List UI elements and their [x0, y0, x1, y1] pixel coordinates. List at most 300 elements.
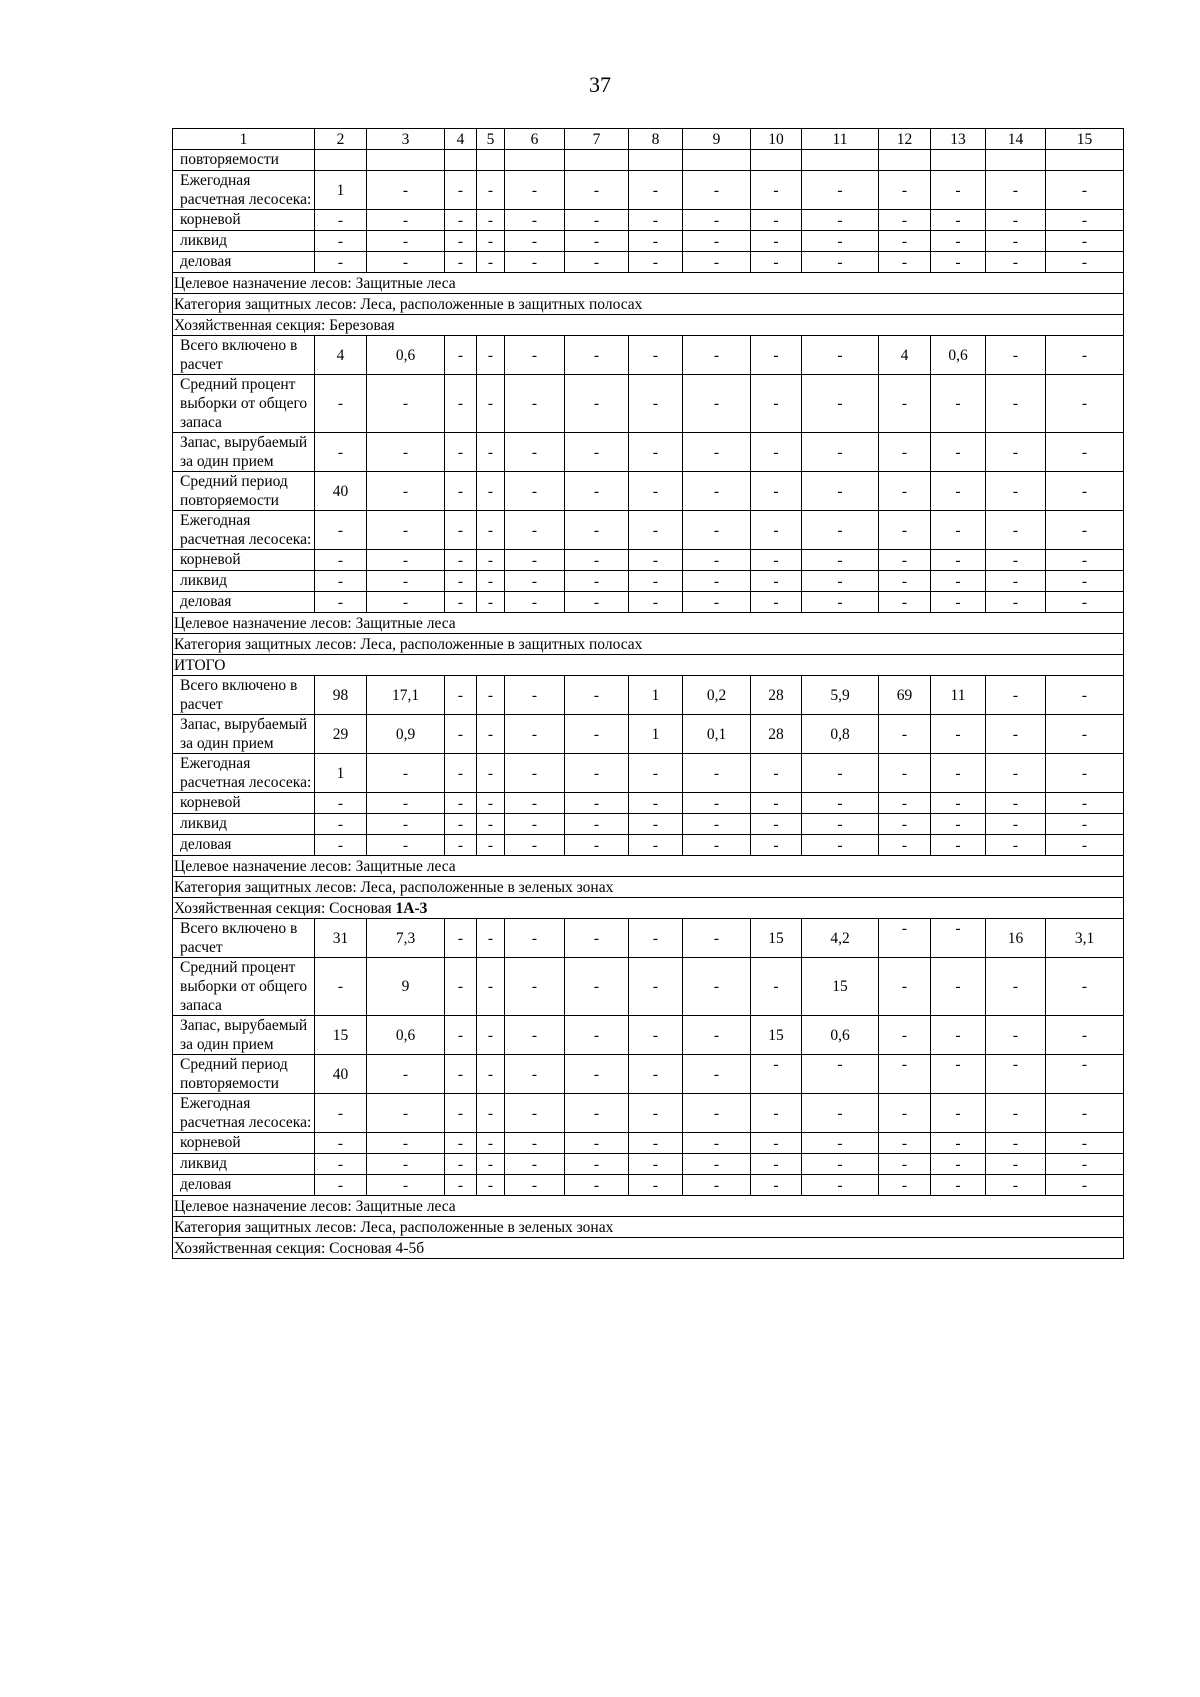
row-label: Всего включено в расчет: [173, 676, 315, 715]
table-cell: -: [315, 793, 367, 814]
table-cell: -: [629, 814, 683, 835]
table-cell: 15: [315, 1016, 367, 1055]
table-cell: -: [986, 336, 1046, 375]
table-cell: -: [931, 754, 986, 793]
table-cell: 40: [315, 1055, 367, 1094]
table-cell: -: [751, 592, 802, 613]
table-cell: -: [751, 171, 802, 210]
table-cell: -: [931, 793, 986, 814]
table-cell: -: [565, 793, 629, 814]
table-cell: -: [565, 1154, 629, 1175]
table-cell: -: [477, 1055, 505, 1094]
table-cell: 1: [629, 715, 683, 754]
table-cell: -: [1046, 252, 1124, 273]
table-cell: -: [367, 1154, 445, 1175]
row-label: ликвид: [173, 1154, 315, 1175]
table-cell: -: [751, 1175, 802, 1196]
table-cell: -: [879, 472, 931, 511]
table-cell: -: [751, 511, 802, 550]
table-cell: -: [683, 835, 751, 856]
section-heading-text: Целевое назначение лесов: Защитные леса: [174, 1197, 456, 1215]
table-cell: -: [505, 919, 565, 958]
table-cell: -: [683, 231, 751, 252]
table-cell: -: [367, 814, 445, 835]
table-cell: -: [367, 835, 445, 856]
table-cell: -: [879, 1133, 931, 1154]
table-cell: -: [445, 793, 477, 814]
section-row: [173, 634, 1124, 655]
table-cell: -: [629, 433, 683, 472]
table-cell: -: [505, 375, 565, 433]
table-cell: [505, 150, 565, 171]
table-cell: -: [367, 550, 445, 571]
section-row: [173, 1238, 1124, 1259]
table-cell: -: [445, 252, 477, 273]
table-cell: -: [986, 511, 1046, 550]
table-cell: -: [505, 1016, 565, 1055]
table-cell: -: [477, 336, 505, 375]
table-cell: 0,2: [683, 676, 751, 715]
table-cell: [1046, 150, 1124, 171]
table-cell: -: [751, 793, 802, 814]
row-label: Средний процент выборки от общего запаса: [173, 375, 315, 433]
table-cell: -: [565, 1175, 629, 1196]
table-cell: -: [445, 210, 477, 231]
row-label: Средний процент выборки от общего запаса: [173, 958, 315, 1016]
table-cell: -: [931, 814, 986, 835]
table-cell: -: [315, 210, 367, 231]
section-heading-text: Хозяйственная секция: Сосновая: [174, 899, 396, 917]
table-cell: -: [931, 231, 986, 252]
table-cell: -: [879, 375, 931, 433]
row-label: Ежегодная расчетная лесосека:: [173, 754, 315, 793]
forest-calculation-table: [172, 128, 1124, 1259]
table-cell: 28: [751, 676, 802, 715]
section-heading: [173, 898, 1124, 919]
table-cell: -: [683, 472, 751, 511]
table-cell: -: [565, 550, 629, 571]
table-cell: -: [1046, 793, 1124, 814]
table-cell: -: [751, 231, 802, 252]
table-cell: -: [802, 754, 879, 793]
table-cell: -: [505, 511, 565, 550]
table-cell: -: [1046, 472, 1124, 511]
table-cell: -: [931, 1055, 986, 1094]
table-cell: -: [629, 835, 683, 856]
row-label: Всего включено в расчет: [173, 919, 315, 958]
table-cell: -: [683, 210, 751, 231]
table-row: [173, 715, 1124, 754]
table-cell: -: [879, 231, 931, 252]
table-cell: 4,2: [802, 919, 879, 958]
column-header: 14: [986, 129, 1046, 150]
table-cell: -: [445, 754, 477, 793]
table-cell: -: [565, 375, 629, 433]
table-cell: -: [565, 571, 629, 592]
table-cell: -: [802, 231, 879, 252]
table-cell: [315, 150, 367, 171]
table-cell: -: [986, 433, 1046, 472]
table-cell: -: [986, 252, 1046, 273]
table-cell: -: [986, 210, 1046, 231]
table-cell: -: [629, 472, 683, 511]
table-cell: -: [683, 754, 751, 793]
section-heading: [173, 634, 1124, 655]
table-cell: -: [751, 1133, 802, 1154]
table-cell: -: [445, 715, 477, 754]
table-cell: -: [931, 511, 986, 550]
table-cell: 0,6: [367, 336, 445, 375]
table-cell: -: [565, 715, 629, 754]
table-cell: -: [986, 1094, 1046, 1133]
table-cell: -: [931, 210, 986, 231]
table-row: [173, 252, 1124, 273]
table-cell: -: [315, 1154, 367, 1175]
table-cell: -: [1046, 1094, 1124, 1133]
table-cell: -: [565, 1133, 629, 1154]
table-cell: -: [565, 252, 629, 273]
table-cell: -: [565, 511, 629, 550]
column-header: 3: [367, 129, 445, 150]
table-cell: -: [802, 433, 879, 472]
table-cell: -: [802, 1175, 879, 1196]
table-cell: 3,1: [1046, 919, 1124, 958]
table-cell: -: [629, 375, 683, 433]
section-heading-text: Категория защитных лесов: Леса, расположенные в зеленых зонах: [174, 1218, 614, 1236]
table-cell: -: [367, 375, 445, 433]
table-cell: -: [445, 919, 477, 958]
table-cell: -: [565, 336, 629, 375]
table-cell: -: [367, 252, 445, 273]
table-cell: -: [505, 252, 565, 273]
table-cell: -: [986, 814, 1046, 835]
table-cell: -: [629, 171, 683, 210]
section-heading-text: Целевое назначение лесов: Защитные леса: [174, 857, 456, 875]
table-cell: -: [683, 571, 751, 592]
table-cell: -: [505, 592, 565, 613]
section-code: 1А-3: [395, 899, 428, 917]
table-cell: -: [683, 171, 751, 210]
section-heading: [173, 273, 1124, 294]
column-header: 12: [879, 129, 931, 150]
table-cell: -: [315, 550, 367, 571]
table-cell: -: [477, 210, 505, 231]
table-row: [173, 571, 1124, 592]
table-cell: -: [879, 754, 931, 793]
table-cell: -: [505, 550, 565, 571]
table-cell: -: [1046, 433, 1124, 472]
row-label: ликвид: [173, 231, 315, 252]
table-cell: -: [445, 472, 477, 511]
table-cell: -: [683, 252, 751, 273]
column-header: 11: [802, 129, 879, 150]
table-cell: 11: [931, 676, 986, 715]
table-cell: -: [683, 1154, 751, 1175]
table-row: [173, 433, 1124, 472]
table-cell: -: [629, 592, 683, 613]
table-cell: -: [751, 754, 802, 793]
table-cell: -: [505, 1154, 565, 1175]
table-cell: -: [315, 231, 367, 252]
table-cell: 5,9: [802, 676, 879, 715]
table-cell: -: [629, 571, 683, 592]
table-cell: -: [1046, 571, 1124, 592]
table-cell: -: [931, 1154, 986, 1175]
section-row: [173, 877, 1124, 898]
section-row: [173, 294, 1124, 315]
table-row: [173, 919, 1124, 958]
table-cell: -: [367, 231, 445, 252]
section-row: [173, 613, 1124, 634]
table-cell: -: [477, 1016, 505, 1055]
table-cell: -: [477, 231, 505, 252]
table-cell: 4: [315, 336, 367, 375]
table-cell: 16: [986, 919, 1046, 958]
table-cell: -: [477, 958, 505, 1016]
table-cell: 40: [315, 472, 367, 511]
row-label: ликвид: [173, 571, 315, 592]
table-cell: -: [751, 472, 802, 511]
section-heading: [173, 1238, 1124, 1259]
table-cell: -: [683, 592, 751, 613]
table-cell: -: [931, 958, 986, 1016]
table-cell: -: [879, 1094, 931, 1133]
table-cell: -: [802, 171, 879, 210]
table-cell: 0,9: [367, 715, 445, 754]
table-cell: -: [751, 433, 802, 472]
table-row: [173, 1055, 1124, 1094]
table-cell: -: [931, 715, 986, 754]
table-cell: -: [445, 676, 477, 715]
table-cell: -: [802, 1094, 879, 1133]
table-cell: -: [445, 171, 477, 210]
table-cell: -: [477, 592, 505, 613]
table-cell: -: [629, 336, 683, 375]
table-cell: -: [629, 550, 683, 571]
section-row: [173, 1196, 1124, 1217]
table-cell: -: [565, 1094, 629, 1133]
table-cell: -: [1046, 1154, 1124, 1175]
table-cell: -: [629, 1055, 683, 1094]
table-cell: -: [629, 1154, 683, 1175]
table-row: [173, 472, 1124, 511]
column-header: 15: [1046, 129, 1124, 150]
table-cell: -: [505, 1094, 565, 1133]
table-cell: -: [879, 511, 931, 550]
section-heading-text: Категория защитных лесов: Леса, расположенные в защитных полосах: [174, 635, 643, 653]
table-cell: -: [986, 571, 1046, 592]
table-cell: [986, 150, 1046, 171]
table-row: [173, 150, 1124, 171]
table-cell: 0,6: [367, 1016, 445, 1055]
table-cell: 1: [629, 676, 683, 715]
section-heading-text: Категория защитных лесов: Леса, расположенные в зеленых зонах: [174, 878, 614, 896]
table-cell: -: [505, 676, 565, 715]
table-cell: -: [751, 835, 802, 856]
table-cell: -: [629, 793, 683, 814]
row-label: Запас, вырубаемый за один прием: [173, 715, 315, 754]
table-cell: -: [367, 1175, 445, 1196]
table-cell: -: [477, 550, 505, 571]
table-cell: -: [477, 715, 505, 754]
row-label: корневой: [173, 793, 315, 814]
table-cell: -: [505, 231, 565, 252]
table-cell: -: [751, 210, 802, 231]
table-cell: -: [683, 375, 751, 433]
table-cell: -: [802, 1055, 879, 1094]
table-row: [173, 814, 1124, 835]
table-cell: -: [751, 1094, 802, 1133]
table-cell: -: [315, 835, 367, 856]
table-cell: -: [879, 210, 931, 231]
table-row: [173, 1154, 1124, 1175]
table-cell: -: [1046, 210, 1124, 231]
table-cell: -: [367, 571, 445, 592]
table-cell: -: [751, 1154, 802, 1175]
section-heading: [173, 294, 1124, 315]
table-cell: -: [367, 1133, 445, 1154]
table-cell: -: [477, 835, 505, 856]
row-label: Средний период повторяемости: [173, 472, 315, 511]
table-cell: -: [367, 1094, 445, 1133]
table-cell: -: [879, 715, 931, 754]
table-cell: 7,3: [367, 919, 445, 958]
table-cell: -: [1046, 592, 1124, 613]
section-row: [173, 315, 1124, 336]
table-cell: -: [802, 252, 879, 273]
table-cell: 98: [315, 676, 367, 715]
column-header: 4: [445, 129, 477, 150]
table-cell: -: [683, 814, 751, 835]
table-cell: -: [931, 433, 986, 472]
table-cell: -: [565, 754, 629, 793]
table-cell: -: [505, 715, 565, 754]
table-cell: 4: [879, 336, 931, 375]
table-cell: 1: [315, 171, 367, 210]
table-cell: -: [367, 1055, 445, 1094]
table-cell: -: [445, 1175, 477, 1196]
table-cell: -: [315, 571, 367, 592]
table-cell: -: [315, 1175, 367, 1196]
table-row: [173, 1133, 1124, 1154]
table-cell: -: [629, 754, 683, 793]
table-cell: -: [367, 511, 445, 550]
table-cell: -: [565, 835, 629, 856]
table-cell: -: [1046, 1133, 1124, 1154]
section-row: [173, 655, 1124, 676]
table-row: [173, 375, 1124, 433]
section-heading: [173, 856, 1124, 877]
table-cell: -: [986, 793, 1046, 814]
table-cell: -: [1046, 1016, 1124, 1055]
table-cell: -: [986, 472, 1046, 511]
table-cell: -: [879, 958, 931, 1016]
row-label: Запас, вырубаемый за один прием: [173, 433, 315, 472]
table-cell: -: [315, 511, 367, 550]
table-cell: -: [505, 210, 565, 231]
row-label: ликвид: [173, 814, 315, 835]
table-cell: -: [683, 433, 751, 472]
table-cell: -: [477, 571, 505, 592]
table-cell: -: [477, 252, 505, 273]
table-cell: -: [505, 472, 565, 511]
table-cell: -: [802, 472, 879, 511]
table-cell: -: [986, 754, 1046, 793]
table-cell: 15: [751, 919, 802, 958]
table-cell: -: [477, 1175, 505, 1196]
table-cell: -: [505, 336, 565, 375]
table-cell: -: [1046, 375, 1124, 433]
table-cell: 9: [367, 958, 445, 1016]
table-cell: -: [629, 1016, 683, 1055]
table-cell: -: [986, 1154, 1046, 1175]
table-cell: 0,8: [802, 715, 879, 754]
column-header: 9: [683, 129, 751, 150]
table-cell: -: [505, 571, 565, 592]
table-cell: -: [367, 433, 445, 472]
table-cell: [477, 150, 505, 171]
table-cell: -: [802, 592, 879, 613]
table-cell: 31: [315, 919, 367, 958]
table-cell: -: [1046, 231, 1124, 252]
table-cell: -: [505, 754, 565, 793]
table-cell: -: [931, 1175, 986, 1196]
table-cell: -: [986, 231, 1046, 252]
table-cell: -: [477, 1094, 505, 1133]
section-heading: [173, 655, 1124, 676]
section-heading-text: Целевое назначение лесов: Защитные леса: [174, 274, 456, 292]
table-cell: -: [802, 210, 879, 231]
table-cell: -: [751, 814, 802, 835]
table-cell: -: [315, 1094, 367, 1133]
table-cell: -: [931, 592, 986, 613]
table-cell: -: [565, 433, 629, 472]
table-cell: -: [986, 550, 1046, 571]
table-cell: -: [879, 571, 931, 592]
row-label: деловая: [173, 835, 315, 856]
table-cell: -: [986, 375, 1046, 433]
table-cell: -: [986, 171, 1046, 210]
table-cell: -: [505, 958, 565, 1016]
table-cell: -: [802, 814, 879, 835]
table-cell: -: [477, 171, 505, 210]
table-cell: -: [505, 793, 565, 814]
table-cell: -: [879, 919, 931, 958]
section-heading: [173, 1217, 1124, 1238]
table-cell: -: [683, 336, 751, 375]
table-cell: -: [931, 1094, 986, 1133]
table-cell: -: [986, 676, 1046, 715]
table-cell: -: [505, 1055, 565, 1094]
row-label: Ежегодная расчетная лесосека:: [173, 171, 315, 210]
table-cell: -: [315, 252, 367, 273]
table-cell: -: [445, 814, 477, 835]
table-cell: -: [477, 676, 505, 715]
table-cell: -: [315, 375, 367, 433]
row-label: Всего включено в расчет: [173, 336, 315, 375]
table-cell: -: [879, 433, 931, 472]
table-cell: 15: [802, 958, 879, 1016]
table-cell: -: [565, 472, 629, 511]
table-cell: -: [629, 252, 683, 273]
table-cell: -: [1046, 336, 1124, 375]
table-cell: -: [931, 550, 986, 571]
table-cell: -: [879, 252, 931, 273]
table-cell: -: [1046, 1055, 1124, 1094]
section-heading-text: Категория защитных лесов: Леса, расположенные в защитных полосах: [174, 295, 643, 313]
table-cell: -: [986, 958, 1046, 1016]
row-label: корневой: [173, 210, 315, 231]
